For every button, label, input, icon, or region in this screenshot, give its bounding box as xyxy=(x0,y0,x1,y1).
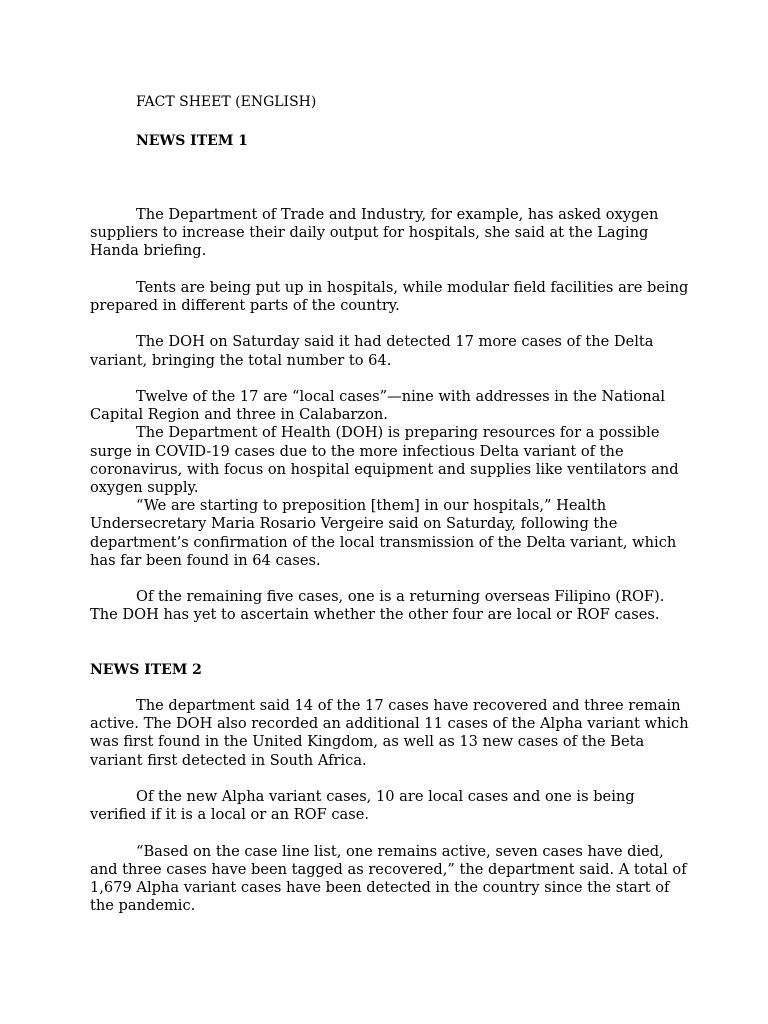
document-title: FACT SHEET (ENGLISH) xyxy=(136,94,317,110)
news-item-2-paragraph-3: “Based on the case line list, one remains active, seven cases have died, and three cases have been tagged as recovered,” the department said. A total of 1,679 Alpha variant cases have been detected in the country since the start of the pandemic. xyxy=(90,842,687,915)
news-item-2-heading: NEWS ITEM 2 xyxy=(90,662,202,678)
news-item-1-paragraph-1: The Department of Trade and Industry, for example, has asked oxygen suppliers to increase their daily output for hospitals, she said at the Laging Handa briefing. xyxy=(90,206,659,260)
news-item-1-heading: NEWS ITEM 1 xyxy=(136,133,248,149)
news-item-1-paragraph-7: Of the remaining five cases, one is a returning overseas Filipino (ROF). The DOH has yet to ascertain whether the other four are local or ROF cases. xyxy=(90,588,665,624)
news-item-1-paragraph-3: The DOH on Saturday said it had detected 17 more cases of the Delta variant, bringing the total number to 64. xyxy=(90,333,654,369)
news-item-1-paragraph-4: Twelve of the 17 are “local cases”—nine with addresses in the National Capital Region and three in Calabarzon. xyxy=(90,387,666,424)
news-item-2-paragraph-2: Of the new Alpha variant cases, 10 are local cases and one is being verified if it is a local or an ROF case. xyxy=(90,788,635,824)
news-item-1-paragraph-5: The Department of Health (DOH) is preparing resources for a possible surge in COVID-19 cases due to the more infectious Delta variant of the coronavirus, with focus on hospital equipment and supplies like ventilators and oxygen supply. xyxy=(90,424,679,496)
news-item-2-paragraph-1: The department said 14 of the 17 cases have recovered and three remain active. The DOH also recorded an additional 11 cases of the Alpha variant which was first found in the United Kingdom, as well as 13 new cases of the Beta variant first detected in South Africa. xyxy=(90,697,689,769)
news-item-1-body xyxy=(90,206,690,625)
news-item-1-paragraph-2: Tents are being put up in hospitals, while modular field facilities are being prepared in different parts of the country. xyxy=(90,278,689,314)
news-item-1-paragraph-6: “We are starting to preposition [them] in our hospitals,” Health Undersecretary Maria Rosario Vergeire said on Saturday, following the department’s confirmation of the local transmission of the Delta variant, which has far been found in 64 cases. xyxy=(90,497,677,569)
news-item-2-body xyxy=(90,697,690,915)
